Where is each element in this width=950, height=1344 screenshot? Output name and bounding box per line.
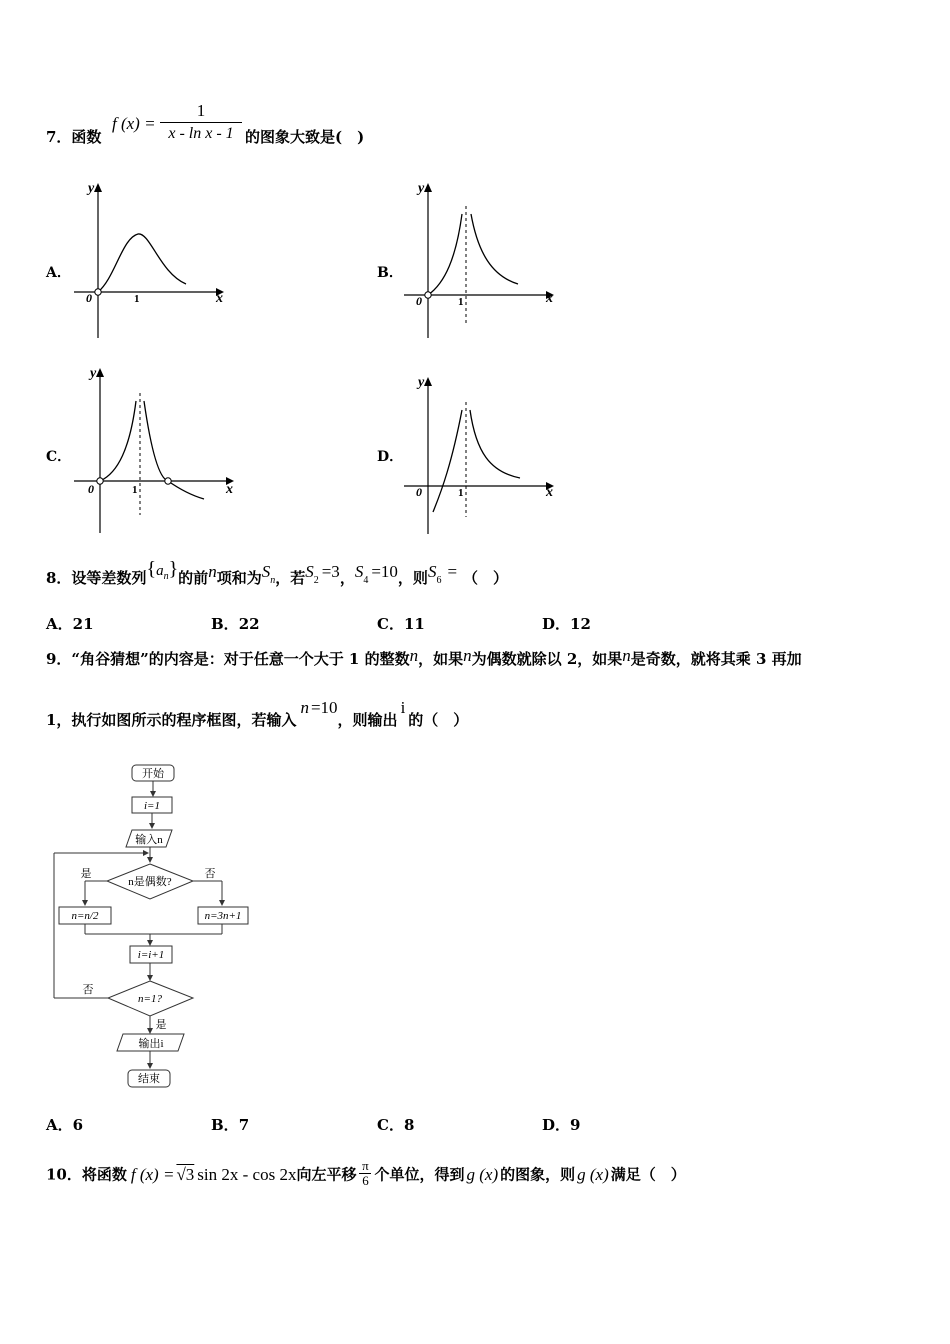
q9-n-3: n: [622, 646, 631, 665]
q9-text-1: 9．“角谷猜想”的内容是：对于任意一个大于 1 的整数: [46, 650, 410, 668]
q9-option-d-value: 9: [570, 1116, 581, 1134]
graph-c-y-arrow: [96, 368, 104, 377]
q8-option-d[interactable]: [542, 613, 591, 634]
q8-seq: a: [156, 563, 164, 579]
q10-frac-den: 6: [362, 1173, 369, 1188]
q7-tail: 的图象大致是( ): [245, 128, 365, 146]
q9-option-a[interactable]: [46, 1114, 83, 1135]
q10-fraction: [359, 1159, 371, 1188]
graph-b-y-arrow: [424, 183, 432, 192]
graph-b-curve-right: [471, 214, 518, 284]
q9-text-4: 是奇数，就将其乘 3 再加: [630, 650, 802, 668]
q7-function-lhs: f (x) =: [112, 114, 156, 133]
q8-S: S: [261, 562, 271, 581]
q8-text-5: ，则: [397, 569, 428, 587]
graph-a-x-label: x: [216, 291, 223, 306]
flow-start-text: 开始: [142, 768, 164, 780]
graph-a: [70, 178, 230, 340]
q9-n-input: n: [300, 698, 309, 717]
flow-cond2-text: n=1?: [138, 993, 162, 1005]
q10-text-2: 向左平移: [296, 1165, 357, 1184]
graph-c-tick-label: 1: [132, 484, 138, 496]
q10-text-1: 10．将函数: [46, 1165, 127, 1184]
graph-b-tick-label: 1: [458, 296, 464, 308]
q7-number: 7．函数: [46, 128, 102, 146]
flow-end-text: 结束: [138, 1073, 160, 1085]
q8-text-3: 项和为: [216, 569, 262, 587]
graph-b-x-label: x: [546, 291, 553, 306]
graph-d-tick-label: 1: [458, 487, 464, 499]
flow-odd-text: n=3n+1: [204, 910, 242, 922]
flow-even-text: n=n/2: [71, 910, 99, 922]
graph-d-label: D．: [377, 449, 404, 465]
q8-seq-sub: n: [163, 571, 169, 582]
q10-expr: sin 2x - cos 2x: [197, 1164, 297, 1184]
graph-d-x-label: x: [546, 485, 553, 500]
q8-s2-sub: 2: [313, 575, 319, 586]
q9-option-b[interactable]: [211, 1114, 249, 1135]
q10-sqrt: √3: [176, 1164, 195, 1184]
q8-option-a[interactable]: [46, 613, 94, 634]
graph-b: [400, 178, 560, 340]
graph-b-label: B．: [377, 265, 403, 281]
q8-s6: S: [427, 562, 437, 581]
graph-c-curve-right: [144, 401, 204, 499]
q9-option-b-value: 7: [238, 1116, 250, 1134]
graph-a-curve: [98, 234, 186, 292]
q7-fraction: [160, 102, 242, 143]
q8-s6-sub: 6: [436, 575, 442, 586]
q8-stem: [46, 558, 509, 590]
flow-init-text: i=1: [144, 800, 160, 812]
q8-s2: S: [305, 562, 314, 581]
q9-option-b-key: B．: [211, 1116, 239, 1134]
q8-option-d-value: 12: [570, 615, 591, 633]
graph-b-origin-label: 0: [416, 294, 422, 308]
graph-b-y-label: y: [418, 181, 425, 196]
flow-output-text: 输出i: [138, 1038, 164, 1050]
q8-text-6: （ ）: [463, 569, 509, 587]
q8-option-a-key: A．: [46, 615, 73, 633]
graph-c-origin-label: 0: [88, 482, 94, 496]
q9-text-5: 1，执行如图所示的程序框图，若输入: [46, 711, 297, 729]
q10-text-3: 个单位，得到: [374, 1165, 465, 1184]
q9-n-2: n: [463, 646, 472, 665]
q8-s4-sub: 4: [363, 575, 369, 586]
q8-s4: S: [354, 562, 364, 581]
q9-option-d-key: D．: [542, 1116, 571, 1134]
q7-fraction-denominator: x - ln x - 1: [168, 125, 234, 142]
q8-text-2: 的前: [178, 569, 209, 587]
graph-c-x-label: x: [226, 482, 233, 497]
flow-no2-text: 否: [82, 984, 94, 996]
q8-text-1: 8．设等差数列: [46, 569, 147, 587]
graph-a-label: A．: [46, 265, 71, 281]
q10-text-5: 满足（ ）: [610, 1165, 686, 1184]
graph-a-origin-label: 0: [86, 291, 92, 305]
flow-yes1-text: 是: [80, 868, 92, 880]
q8-option-b[interactable]: [211, 613, 260, 634]
q9-option-d[interactable]: [542, 1114, 580, 1135]
graph-d-y-label: y: [418, 375, 425, 390]
graph-c-curve-left: [100, 401, 136, 481]
q7-fraction-numerator: 1: [196, 101, 206, 120]
q8-seq-brace-open: {: [146, 558, 157, 580]
q9-text-3: 为偶数就除以 2，如果: [471, 650, 623, 668]
graph-c-label: C．: [46, 449, 72, 465]
q9-option-c-key: C．: [377, 1116, 404, 1134]
graph-c-y-label: y: [90, 366, 97, 381]
q9-text-6: ，则输出: [337, 711, 398, 729]
q8-option-c[interactable]: [377, 613, 425, 634]
q9-option-c-value: 8: [403, 1116, 415, 1134]
q8-seq-brace-close: }: [168, 558, 179, 580]
graph-d-y-arrow: [424, 377, 432, 386]
q8-option-c-key: C．: [377, 615, 404, 633]
q9-line-2: [46, 698, 469, 730]
graph-c-origin-hole: [97, 478, 103, 484]
q7-stem: [46, 126, 101, 147]
flow-cond1-text: n是偶数?: [128, 876, 172, 888]
graph-a-y-label: y: [88, 181, 95, 196]
graph-a-origin-hole: [95, 289, 101, 295]
q9-n-input-value: =10: [310, 698, 338, 717]
graph-d-curve-right: [470, 410, 520, 478]
q8-comma: ，: [339, 569, 355, 587]
q8-S-sub: n: [270, 575, 276, 586]
q9-text-2: ，如果: [418, 650, 464, 668]
q8-text-4: ，若: [275, 569, 306, 587]
q7-fraction-bar: [160, 122, 242, 123]
q8-option-a-value: 21: [72, 615, 94, 633]
graph-c: [70, 363, 240, 535]
q9-n-1: n: [409, 646, 419, 665]
q9-option-a-value: 6: [72, 1116, 84, 1134]
graph-d-origin-label: 0: [416, 485, 422, 499]
flow-input-text: 输入n: [135, 834, 163, 846]
q10-g: g (x): [466, 1164, 499, 1184]
q9-flowchart: [48, 760, 268, 1092]
q10-f: f (x) =: [130, 1164, 175, 1184]
q8-option-b-value: 22: [238, 615, 260, 633]
q9-option-c[interactable]: [377, 1114, 414, 1135]
graph-a-tick-label: 1: [134, 293, 140, 305]
graph-d: [400, 372, 560, 536]
graph-b-origin-hole: [425, 292, 431, 298]
graph-b-curve-left: [428, 214, 462, 295]
flow-yes2-text: 是: [155, 1019, 167, 1031]
q9-line-1: [46, 648, 802, 669]
q10-stem: [46, 1158, 686, 1190]
graph-c-root-hole: [165, 478, 171, 484]
q9-i-output: i: [400, 698, 406, 717]
q8-s6-eq: =: [447, 562, 458, 581]
q10-frac-num: π: [362, 1158, 369, 1173]
q9-option-a-key: A．: [46, 1116, 73, 1134]
q8-s4-val: =10: [371, 562, 398, 581]
q8-option-b-key: B．: [211, 615, 239, 633]
q9-text-7: 的（ ）: [408, 711, 469, 729]
q10-text-4: 的图象，则: [500, 1165, 576, 1184]
q8-option-d-key: D．: [542, 615, 571, 633]
q10-g2: g (x): [577, 1164, 609, 1184]
flow-inc-text: i=i+1: [137, 949, 165, 961]
flow-no1-text: 否: [204, 868, 216, 880]
graph-a-y-arrow: [94, 183, 102, 192]
q8-s2-val: =3: [321, 562, 340, 581]
q8-option-c-value: 11: [403, 615, 425, 633]
q8-n: n: [208, 562, 217, 581]
